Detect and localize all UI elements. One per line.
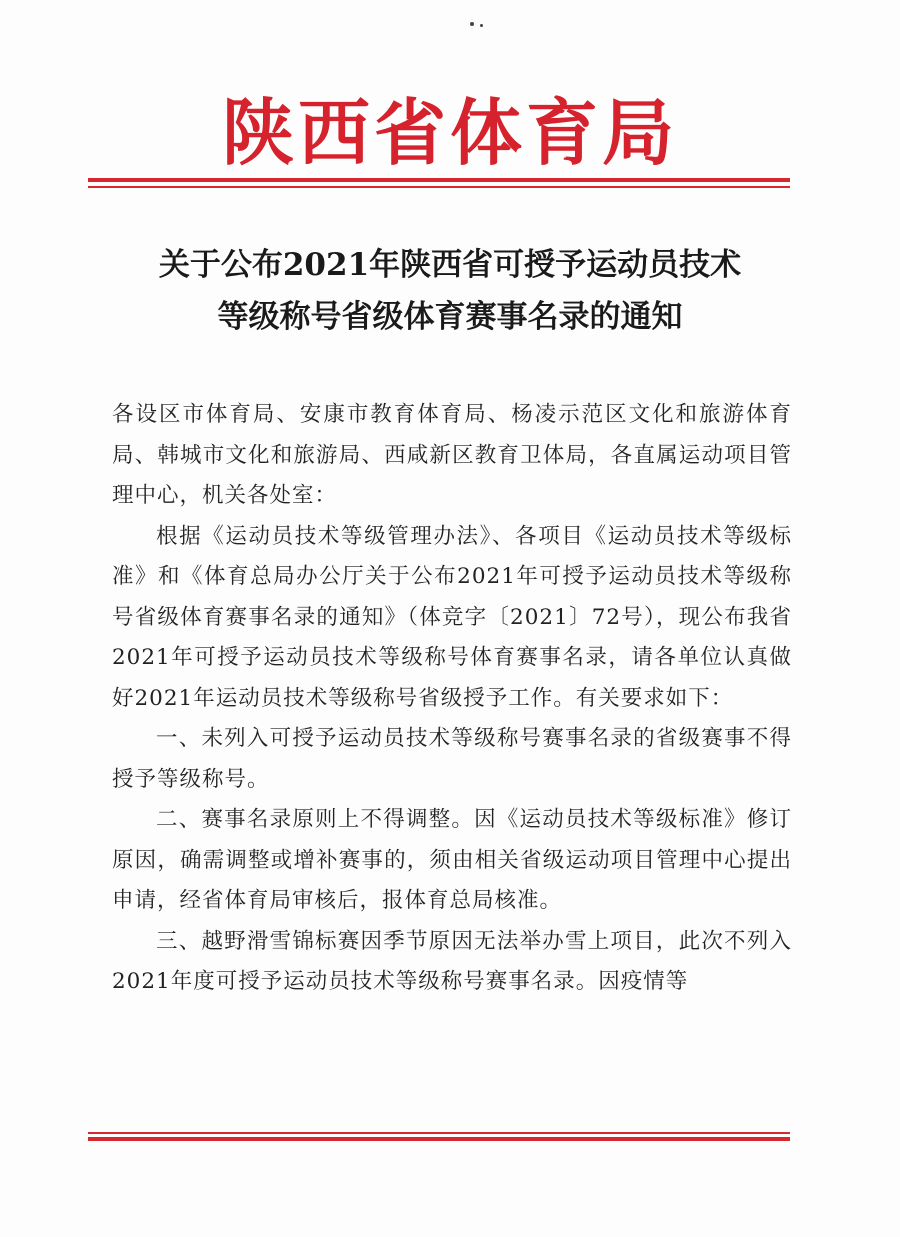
header-rule-thick: [88, 178, 790, 182]
document-title-line2: 等级称号省级体育赛事名录的通知: [217, 299, 683, 335]
footer-rule-thin: [88, 1132, 790, 1134]
document-body: [112, 395, 792, 1003]
scan-speck: [470, 22, 474, 26]
body-paragraph: 一、未列入可授予运动员技术等级称号赛事名录的省级赛事不得授予等级称号。: [112, 726, 792, 792]
body-paragraph: 根据《运动员技术等级管理办法》、各项目《运动员技术等级标准》和《体育总局办公厅关于公布2021年可授予运动员技术等级称号省级体育赛事名录的通知》（体竞字〔2021〕72号），现公布我省2021年可授予运动员技术等级称号体育赛事名录，请各单位认真做好2021年运动员技术等级称号省级授予工作。有关要求如下：: [112, 523, 792, 711]
body-paragraph: 三、越野滑雪锦标赛因季节原因无法举办雪上项目，此次不列入2021年度可授予运动员技术等级称号赛事名录。因疫情等: [112, 928, 792, 994]
scan-speck: [480, 24, 483, 27]
footer-rule-thick: [88, 1137, 790, 1141]
organization-header: 陕西省体育局: [221, 91, 678, 175]
addressee: 各设区市体育局、安康市教育体育局、杨凌示范区文化和旅游体育局、韩城市文化和旅游局、西咸新区教育卫体局，各直属运动项目管理中心，机关各处室：: [112, 402, 792, 508]
body-paragraph: 二、赛事名录原则上不得调整。因《运动员技术等级标准》修订原因，确需调整或增补赛事的，须由相关省级运动项目管理中心提出申请，经省体育局审核后，报体育总局核准。: [112, 807, 792, 913]
header-rule-thin: [88, 186, 790, 188]
document-title-line1: 关于公布2021年陕西省可授予运动员技术: [158, 247, 742, 283]
